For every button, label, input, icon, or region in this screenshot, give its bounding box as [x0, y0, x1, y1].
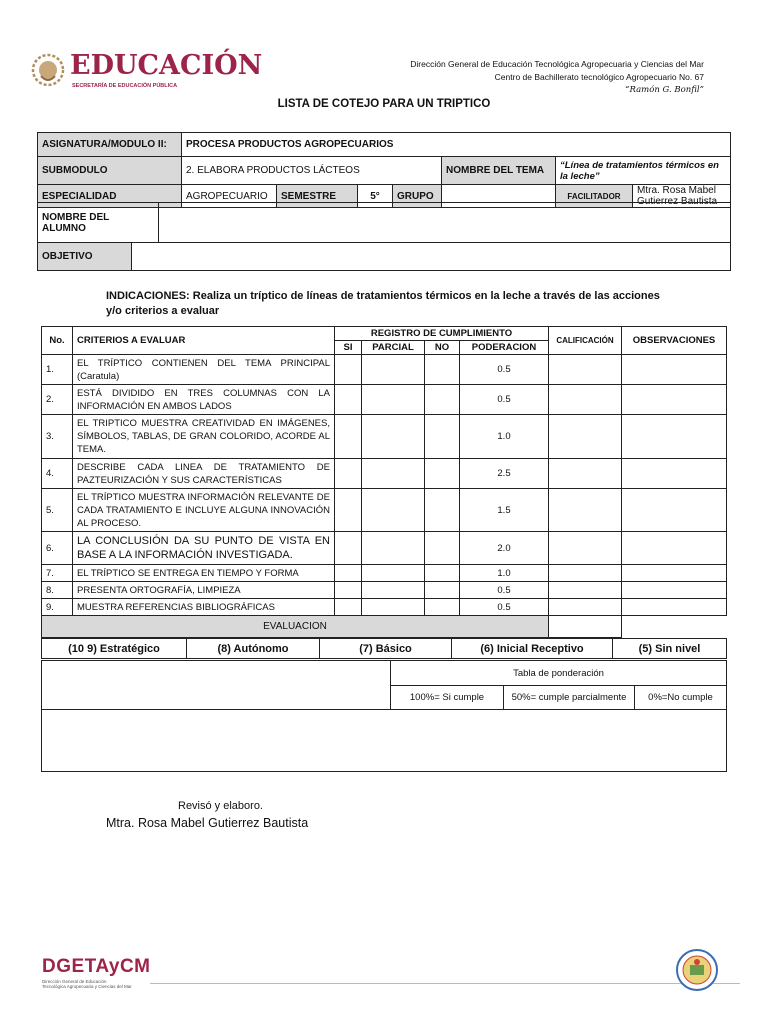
row-no: 6.: [42, 532, 73, 565]
check-si[interactable]: [335, 385, 362, 415]
table-row: [42, 415, 727, 459]
row-no: 2.: [42, 385, 73, 415]
row-observaciones[interactable]: [622, 599, 727, 616]
level-autonomo: (8) Autónomo: [187, 639, 320, 659]
level-basico: (7) Básico: [320, 639, 452, 659]
row-calificacion[interactable]: [549, 565, 622, 582]
level-inicial-receptivo: (6) Inicial Receptivo: [452, 639, 613, 659]
row-criterio: LA CONCLUSIÓN DA SU PUNTO DE VISTA EN BASE A LA INFORMACIÓN INVESTIGADA.: [73, 532, 335, 565]
ponderation-blank: [42, 661, 391, 710]
indications-line1: INDICACIONES: Realiza un tríptico de líneas de tratamientos térmicos en la leche a través de las acciones: [106, 290, 660, 302]
check-si[interactable]: [335, 565, 362, 582]
row-ponderacion: 0.5: [460, 582, 549, 599]
col-calificacion-header: CALIFICACIÓN: [549, 327, 622, 355]
row-calificacion[interactable]: [549, 489, 622, 532]
table-row: [42, 385, 727, 415]
check-parcial[interactable]: [362, 599, 425, 616]
semestre-label: SEMESTRE: [277, 185, 358, 208]
row-criterio: ESTÁ DIVIDIDO EN TRES COLUMNAS CON LA INFORMACIÓN EN AMBOS LADOS: [73, 385, 335, 415]
facilitador-label: FACILITADOR: [556, 185, 633, 208]
sep-logo: [30, 46, 263, 98]
row-calificacion[interactable]: [549, 599, 622, 616]
row-criterio: EL TRÍPTICO CONTIENEN DEL TEMA PRINCIPAL (Caratula): [73, 355, 335, 385]
row-observaciones[interactable]: [622, 355, 727, 385]
institution-line3: “Ramón G. Bonfil”: [625, 85, 704, 95]
row-calificacion[interactable]: [549, 385, 622, 415]
row-criterio: EL TRIPTICO MUESTRA CREATIVIDAD EN IMÁGENES, SÍMBOLOS, TABLAS, DE GRAN COLORIDO, ACORDE AL TEMA.: [73, 415, 335, 459]
alumno-table: [37, 202, 731, 243]
row-criterio: PRESENTA ORTOGRAFÍA, LIMPIEZA: [73, 582, 335, 599]
row-observaciones[interactable]: [622, 415, 727, 459]
asignatura-label: ASIGNATURA/MODULO II:: [38, 133, 182, 157]
row-ponderacion: 2.5: [460, 459, 549, 489]
row-criterio: MUESTRA REFERENCIAS BIBLIOGRÁFICAS: [73, 599, 335, 616]
tema-label: NOMBRE DEL TEMA: [442, 157, 556, 185]
registro-header: REGISTRO DE CUMPLIMIENTO: [335, 327, 549, 341]
row-observaciones[interactable]: [622, 489, 727, 532]
signature-name: Mtra. Rosa Mabel Gutierrez Bautista: [106, 816, 309, 830]
row-no: 1.: [42, 355, 73, 385]
check-no[interactable]: [425, 459, 460, 489]
check-parcial[interactable]: [362, 565, 425, 582]
ponderation-title: Tabla de ponderación: [391, 661, 727, 686]
check-parcial[interactable]: [362, 532, 425, 565]
row-ponderacion: 0.5: [460, 599, 549, 616]
row-ponderacion: 0.5: [460, 385, 549, 415]
table-row: [42, 599, 727, 616]
indications: [106, 289, 660, 319]
row-ponderacion: 0.5: [460, 355, 549, 385]
row-ponderacion: 1.0: [460, 565, 549, 582]
row-no: 5.: [42, 489, 73, 532]
footer-brand-text: DGETAyCM: [42, 956, 151, 977]
objetivo-label: OBJETIVO: [38, 243, 132, 271]
check-si[interactable]: [335, 489, 362, 532]
check-si[interactable]: [335, 355, 362, 385]
row-observaciones[interactable]: [622, 385, 727, 415]
alumno-value[interactable]: [159, 203, 731, 243]
especialidad-value: AGROPECUARIO: [182, 185, 277, 208]
semestre-value: 5°: [358, 185, 393, 208]
col-ponderacion-header: PODERACION: [460, 341, 549, 355]
institution-line2: Centro de Bachillerato tecnológico Agropecuario No. 67: [494, 72, 704, 82]
page-title: LISTA DE COTEJO PARA UN TRIPTICO: [277, 98, 491, 110]
ponderation-parcial: 50%= cumple parcialmente: [504, 686, 635, 710]
row-criterio: DESCRIBE CADA LINEA DE TRATAMIENTO DE PAZTEURIZACIÓN Y SUS CARACTERÍSTICAS: [73, 459, 335, 489]
col-si-header: SI: [335, 341, 362, 355]
objetivo-table: [37, 242, 731, 271]
criteria-table: [41, 326, 727, 638]
check-no[interactable]: [425, 582, 460, 599]
col-no-header: No.: [42, 327, 73, 355]
logo-text: EDUCACIÓN: [70, 50, 263, 81]
row-no: 8.: [42, 582, 73, 599]
institution-line1: Dirección General de Educación Tecnológica Agropecuaria y Ciencias del Mar: [410, 59, 704, 69]
check-no[interactable]: [425, 355, 460, 385]
alumno-label: NOMBRE DEL ALUMNO: [38, 203, 159, 243]
row-observaciones[interactable]: [622, 565, 727, 582]
levels-table: [41, 638, 727, 659]
ponderation-table: [41, 660, 727, 772]
row-no: 9.: [42, 599, 73, 616]
especialidad-label: ESPECIALIDAD: [38, 185, 182, 208]
row-observaciones[interactable]: [622, 582, 727, 599]
evaluacion-total[interactable]: [549, 616, 622, 638]
check-parcial[interactable]: [362, 582, 425, 599]
row-calificacion[interactable]: [549, 355, 622, 385]
check-parcial[interactable]: [362, 355, 425, 385]
row-calificacion[interactable]: [549, 459, 622, 489]
col-criterios-header: CRITERIOS A EVALUAR: [73, 327, 335, 355]
row-criterio: EL TRÍPTICO SE ENTREGA EN TIEMPO Y FORMA: [73, 565, 335, 582]
row-no: 4.: [42, 459, 73, 489]
logo-subtext: SECRETARÍA DE EDUCACIÓN PÚBLICA: [72, 83, 178, 89]
col-no-check-header: NO: [425, 341, 460, 355]
info-table: [37, 132, 731, 208]
institution-block: [410, 58, 704, 97]
check-no[interactable]: [425, 385, 460, 415]
check-no[interactable]: [425, 415, 460, 459]
check-si[interactable]: [335, 415, 362, 459]
table-row: [42, 355, 727, 385]
footer-brand-sub1: Dirección General de Educación: [42, 979, 107, 984]
evaluacion-spacer: [622, 616, 727, 638]
asignatura-value: PROCESA PRODUCTOS AGROPECUARIOS: [182, 133, 731, 157]
check-no[interactable]: [425, 599, 460, 616]
row-ponderacion: 1.5: [460, 489, 549, 532]
row-no: 7.: [42, 565, 73, 582]
check-parcial[interactable]: [362, 489, 425, 532]
row-observaciones[interactable]: [622, 532, 727, 565]
reviso-label: Revisó y elaboro.: [178, 800, 263, 812]
evaluacion-label: EVALUACION: [42, 616, 549, 638]
submodulo-value: 2. ELABORA PRODUCTOS LÁCTEOS: [182, 157, 442, 185]
table-row: [42, 565, 727, 582]
check-si[interactable]: [335, 582, 362, 599]
row-observaciones[interactable]: [622, 459, 727, 489]
check-si[interactable]: [335, 599, 362, 616]
table-row: [42, 489, 727, 532]
submodulo-label: SUBMODULO: [38, 157, 182, 185]
table-row: [42, 532, 727, 565]
col-observaciones-header: OBSERVACIONES: [622, 327, 727, 355]
check-no[interactable]: [425, 565, 460, 582]
footer-brand-sub2: Tecnológica Agropecuaria y Ciencias del Mar: [42, 984, 132, 989]
tema-value: “Línea de tratamientos térmicos en la leche”: [556, 157, 731, 185]
objetivo-value[interactable]: [132, 243, 731, 271]
table-row: [42, 582, 727, 599]
footer-brand: [42, 956, 151, 989]
footer-line: [150, 983, 740, 984]
grupo-label: GRUPO: [393, 185, 442, 208]
row-ponderacion: 1.0: [460, 415, 549, 459]
row-calificacion[interactable]: [549, 582, 622, 599]
row-criterio: EL TRÍPTICO MUESTRA INFORMACIÓN RELEVANTE DE CADA TRATAMIENTO E INCLUYE ALGUNA INNOVACIÓN AL PROCESO.: [73, 489, 335, 532]
comments-area[interactable]: [42, 710, 727, 772]
school-seal-icon: [675, 948, 719, 992]
row-calificacion[interactable]: [549, 415, 622, 459]
ponderation-no-cumple: 0%=No cumple: [635, 686, 727, 710]
check-no[interactable]: [425, 489, 460, 532]
row-calificacion[interactable]: [549, 532, 622, 565]
check-parcial[interactable]: [362, 385, 425, 415]
check-parcial[interactable]: [362, 459, 425, 489]
level-sin-nivel: (5) Sin nivel: [613, 639, 727, 659]
facilitador-value: Mtra. Rosa Mabel Gutierrez Bautista: [633, 185, 731, 208]
row-no: 3.: [42, 415, 73, 459]
table-row: [42, 459, 727, 489]
check-no[interactable]: [425, 532, 460, 565]
check-si[interactable]: [335, 532, 362, 565]
indications-line2: y/o criterios a evaluar: [106, 305, 220, 317]
col-parcial-header: PARCIAL: [362, 341, 425, 355]
row-ponderacion: 2.0: [460, 532, 549, 565]
check-parcial[interactable]: [362, 415, 425, 459]
coat-of-arms-icon: [30, 48, 66, 96]
ponderation-cumple: 100%= Si cumple: [391, 686, 504, 710]
check-si[interactable]: [335, 459, 362, 489]
level-estrategico: (10 9) Estratégico: [42, 639, 187, 659]
